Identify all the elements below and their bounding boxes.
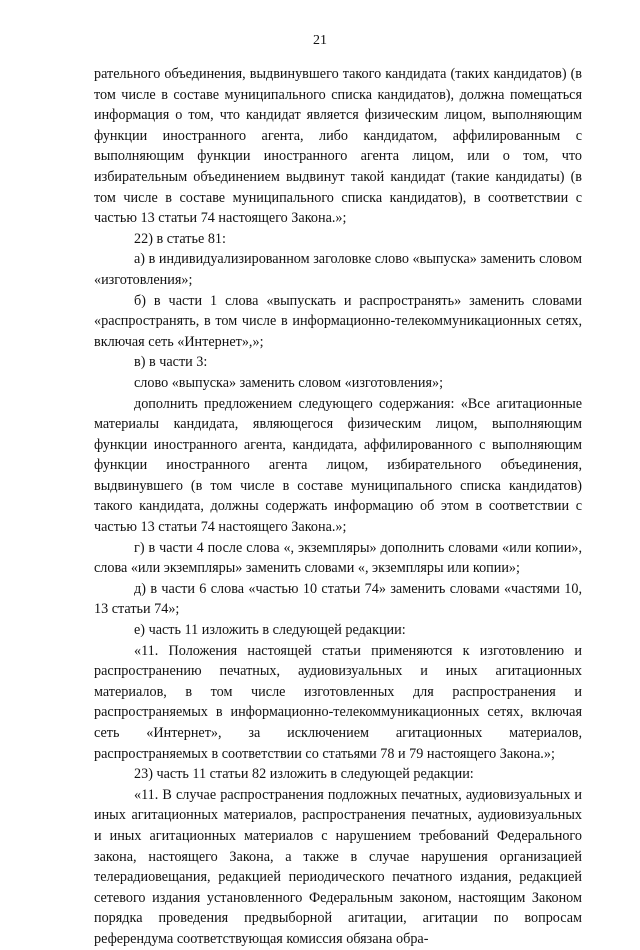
paragraph: е) часть 11 изложить в следующей редакции: <box>134 622 406 639</box>
paragraph: «11. Положения настоящей статьи применяются к изготовлению и распространению печатных, аудиовизуальных и иных агитационных материалов, в том числе изготовленных для распространения и распространяемых в информационно-телекоммуникационных сетях, включая сеть «Интернет», за исключением агитационных материалов, распространяемых в соответствии со статьями 78 и 79 настоящего Закона.»; <box>94 642 582 762</box>
document-body <box>94 64 582 950</box>
paragraph: г) в части 4 после слова «, экземпляры» дополнить словами «или копии», слова «или экземпляры» заменить словами «, экземпляры или копии»; <box>94 539 582 577</box>
paragraph: б) в части 1 слова «выпускать и распространять» заменить словами «распространять, в том числе в информационно-телекоммуникационных сетях, включая сеть «Интернет»,»; <box>94 292 582 350</box>
paragraph: «11. В случае распространения подложных печатных, аудиовизуальных и иных агитационных материалов, распространения печатных, аудиовизуальных и иных агитационных материалов с нарушением требований Федерального закона, настоящего Закона, а также в случае нарушения организацией телерадиовещания, редакцией периодического печатного издания, редакцией сетевого издания установленного Федеральным законом, настоящим Законом порядка проведения предвыборной агитации, агитации по вопросам референдума соответствующая комиссия обязана обра- <box>94 786 582 947</box>
paragraph: рательного объединения, выдвинувшего такого кандидата (таких кандидатов) (в том числе в составе муниципального списка кандидатов), должна помещаться информация о том, что кандидат является физическим лицом, выполняющим функции иностранного агента, либо кандидатом, аффилированным с выполняющим функции иностранного агента лицом, или о том, что избирательным объединением выдвинут такой кандидат (такие кандидаты) (в том числе в составе муниципального списка кандидатов), в соответствии с частью 13 статьи 74 настоящего Закона.»; <box>94 66 582 227</box>
paragraph: дополнить предложением следующего содержания: «Все агитационные материалы кандидата, являющегося физическим лицом, выполняющим функции иностранного агента, кандидата, аффилированного с выполняющим функции иностранного агента лицом, избирательного объединения, выдвинувшего (в том числе в составе муниципального списка кандидатов) такого кандидата, должны содержать информацию об этом в соответствии с частью 13 статьи 74 настоящего Закона.»; <box>94 395 582 536</box>
paragraph: слово «выпуска» заменить словом «изготовления»; <box>134 374 444 391</box>
paragraph: д) в части 6 слова «частью 10 статьи 74» заменить словами «частями 10, 13 статьи 74»; <box>94 580 582 618</box>
paragraph: 23) часть 11 статьи 82 изложить в следующей редакции: <box>134 766 474 783</box>
paragraph: в) в части 3: <box>134 354 208 371</box>
paragraph: 22) в статье 81: <box>134 230 226 247</box>
paragraph: а) в индивидуализированном заголовке слово «выпуска» заменить словом «изготовления»; <box>94 251 582 288</box>
page-number: 21 <box>313 33 327 48</box>
